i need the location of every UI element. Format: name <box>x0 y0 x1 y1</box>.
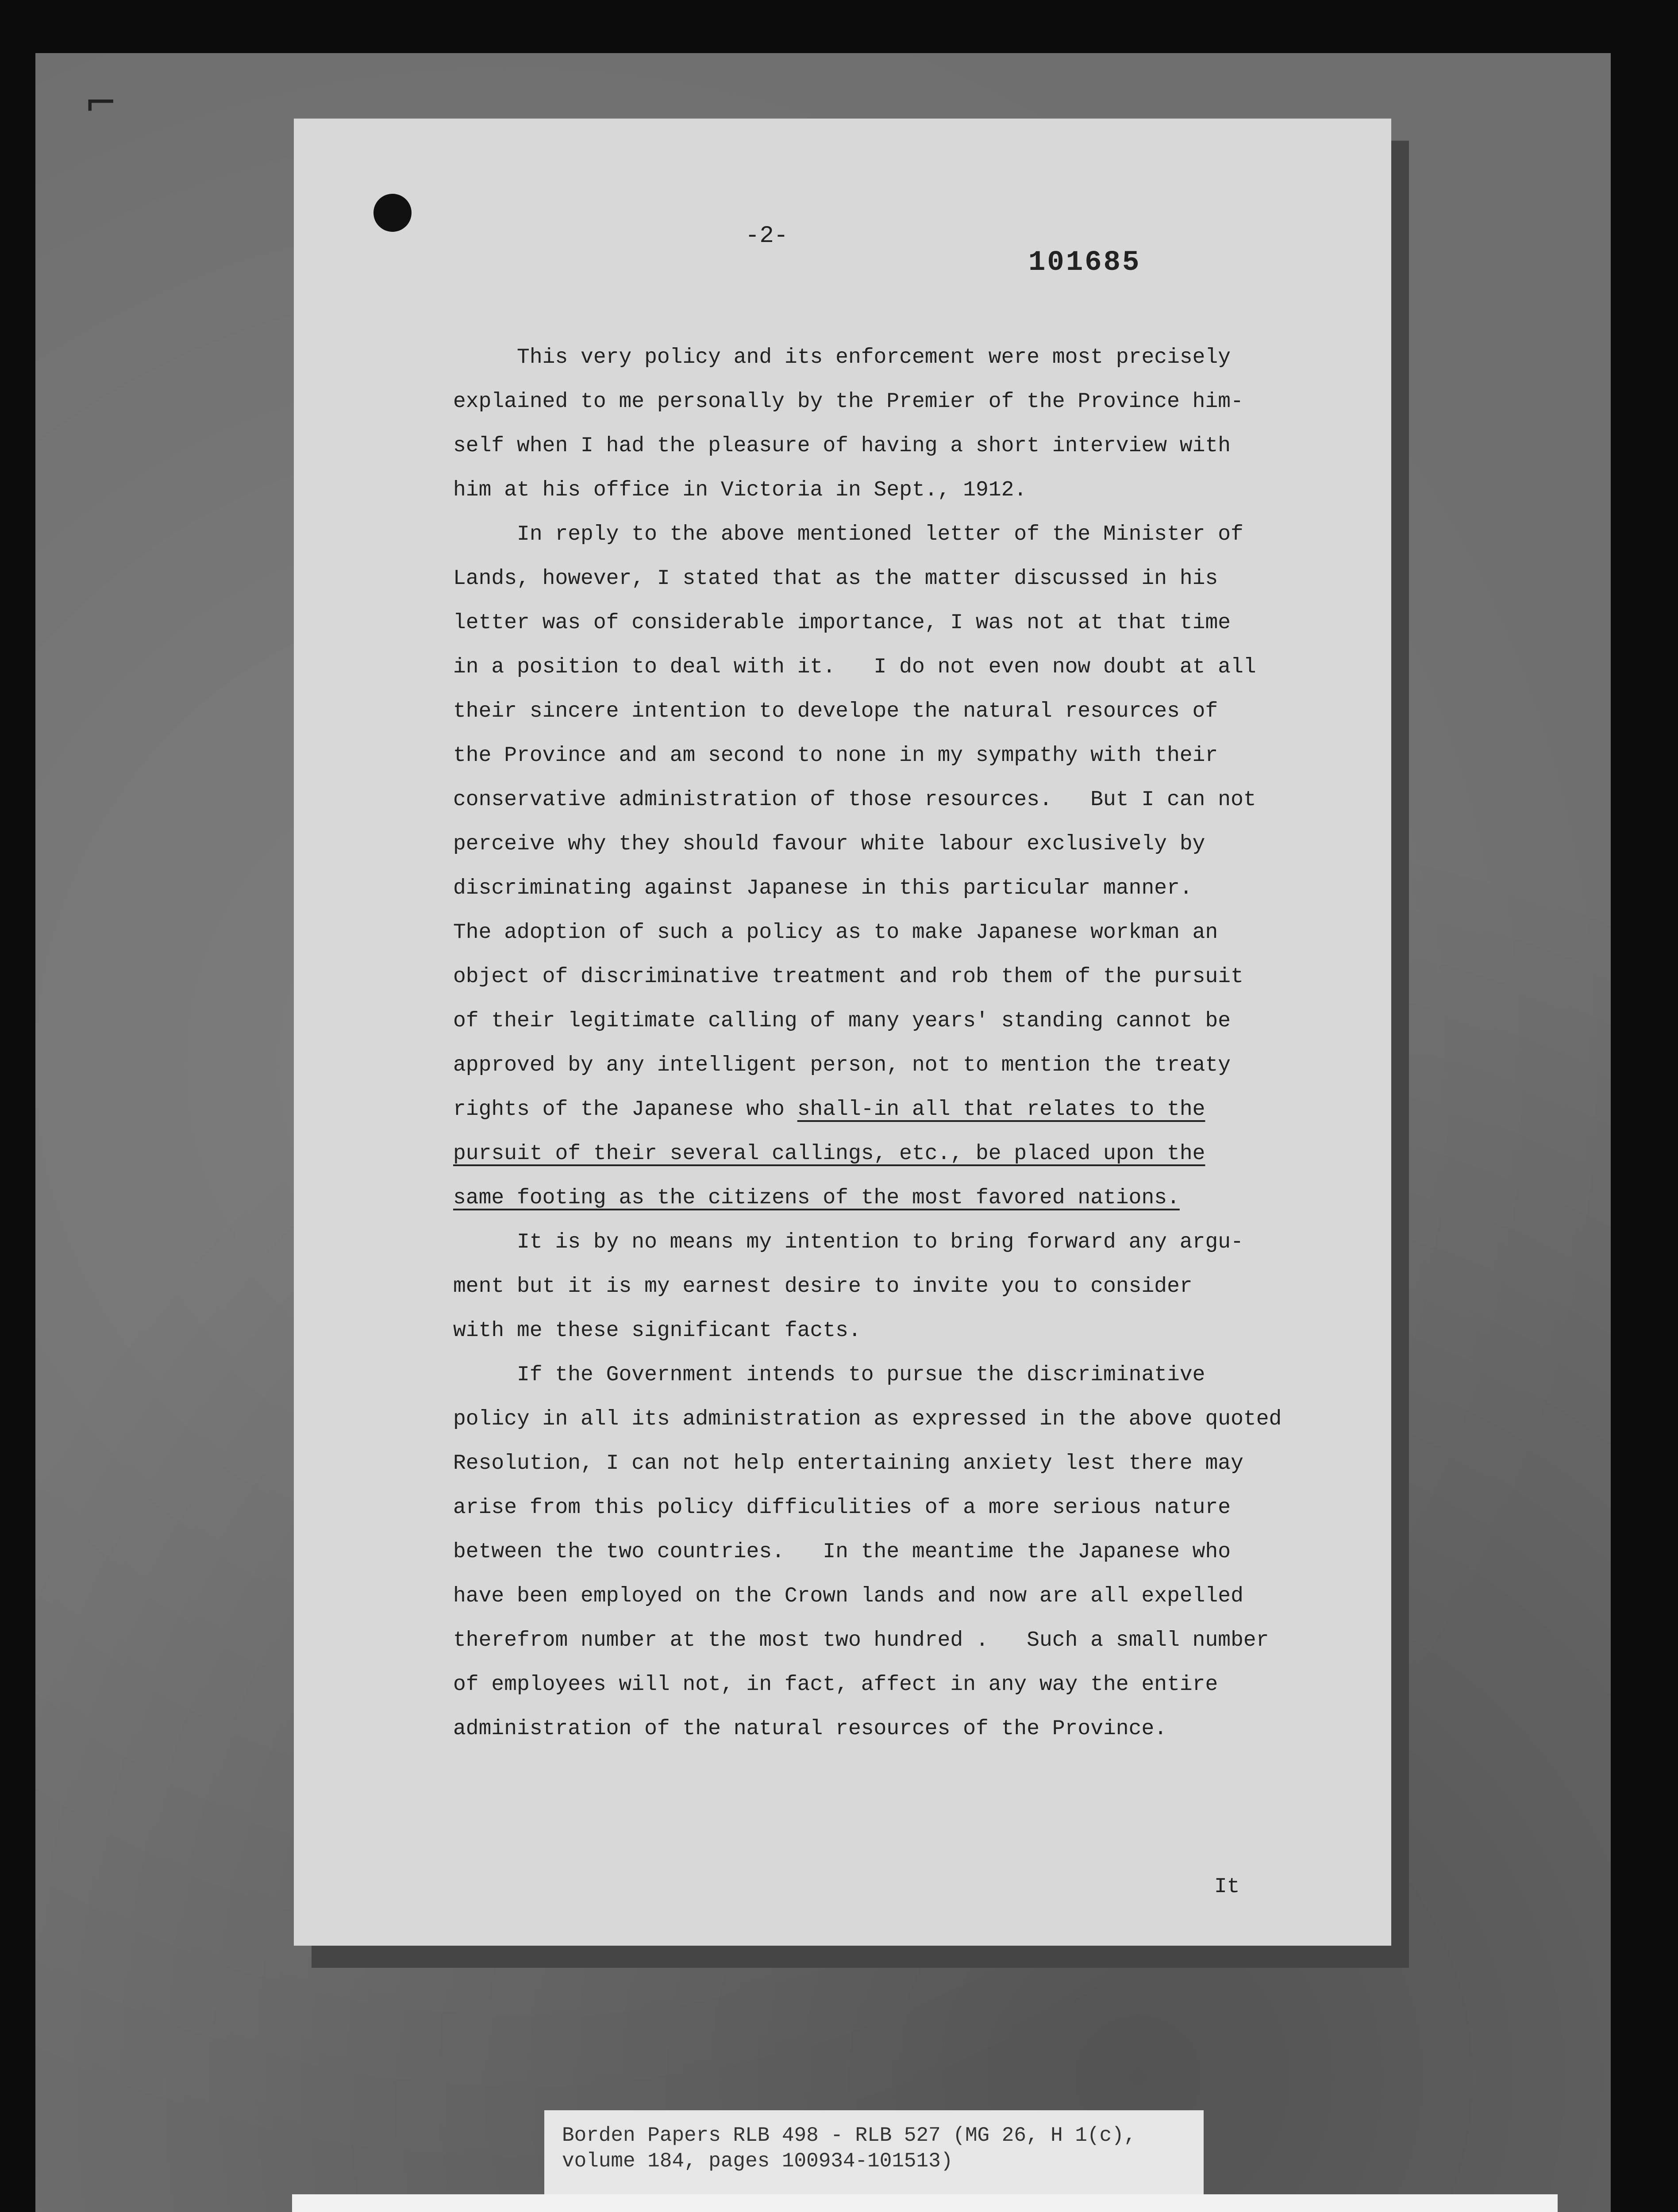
text-line: It is by no means my intention to bring forward any argu- <box>453 1230 1243 1254</box>
text-line: If the Government intends to pursue the discriminative <box>453 1363 1205 1387</box>
text-line: self when I had the pleasure of having a short interview with <box>453 434 1231 458</box>
document-id-stamp: 101685 <box>1028 247 1141 279</box>
text-line: letter was of considerable importance, I was not at that time <box>453 611 1231 635</box>
punch-hole <box>373 194 412 232</box>
text-line: him at his office in Victoria in Sept., 1912. <box>453 478 1027 502</box>
text-line: object of discriminative treatment and rob them of the pursuit <box>453 965 1243 989</box>
text-line: Lands, however, I stated that as the matter discussed in his <box>453 567 1218 591</box>
text-line: the Province and am second to none in my sympathy with their <box>453 744 1218 768</box>
frame-corner-mark: ⌐ <box>84 80 118 126</box>
text-line: explained to me personally by the Premier of the Province him- <box>453 390 1243 414</box>
text-line <box>453 1176 1365 1220</box>
text-line-with-underline <box>453 1087 1365 1132</box>
reference-line: volume 184, pages 100934-101513) <box>562 2150 953 2173</box>
text-line: Resolution, I can not help entertaining anxiety lest there may <box>453 1452 1243 1475</box>
text-line: administration of the natural resources of the Province. <box>453 1717 1167 1741</box>
archive-label <box>292 2194 1558 2212</box>
reference-line: Borden Papers RLB 498 - RLB 527 (MG 26, H 1(c), <box>562 2124 1136 2147</box>
text-line: approved by any intelligent person, not to mention the treaty <box>453 1053 1231 1077</box>
text-line: conservative administration of those resources. But I can not <box>453 788 1256 812</box>
text-line: therefrom number at the most two hundred . Such a small number <box>453 1628 1269 1652</box>
text-line: with me these significant facts. <box>453 1319 861 1343</box>
text-line: policy in all its administration as expressed in the above quoted <box>453 1407 1282 1431</box>
text-line: This very policy and its enforcement were most precisely <box>453 346 1231 369</box>
text-line: perceive why they should favour white labour exclusively by <box>453 832 1205 856</box>
text-line: between the two countries. In the meantime the Japanese who <box>453 1540 1231 1564</box>
text-line: of employees will not, in fact, affect in any way the entire <box>453 1673 1218 1697</box>
text-line: their sincere intention to develope the natural resources of <box>453 699 1218 723</box>
text-line: ment but it is my earnest desire to invite you to consider <box>453 1275 1193 1298</box>
underlined-treaty-quote: shall-in all that relates to the <box>797 1098 1205 1121</box>
page-number: -2- <box>745 223 789 250</box>
text-line: of their legitimate calling of many years' standing cannot be <box>453 1009 1231 1033</box>
letter-body <box>453 335 1365 1751</box>
text-line: arise from this policy difficulities of a more serious nature <box>453 1496 1231 1520</box>
text-line: The adoption of such a policy as to make Japanese workman an <box>453 921 1218 945</box>
text-line: have been employed on the Crown lands and now are all expelled <box>453 1584 1243 1608</box>
underlined-treaty-quote: same footing as the citizens of the most favored nations. <box>453 1186 1180 1210</box>
text-line <box>453 1132 1365 1176</box>
text-line: discriminating against Japanese in this particular manner. <box>453 876 1193 900</box>
continuation-word: It <box>1214 1875 1240 1899</box>
typewritten-letter-page <box>294 119 1391 1946</box>
underlined-treaty-quote: pursuit of their several callings, etc., be placed upon the <box>453 1142 1205 1166</box>
text-line: In reply to the above mentioned letter of the Minister of <box>453 522 1243 546</box>
text-segment: rights of the Japanese who <box>453 1098 797 1121</box>
text-line: in a position to deal with it. I do not even now doubt at all <box>453 655 1256 679</box>
